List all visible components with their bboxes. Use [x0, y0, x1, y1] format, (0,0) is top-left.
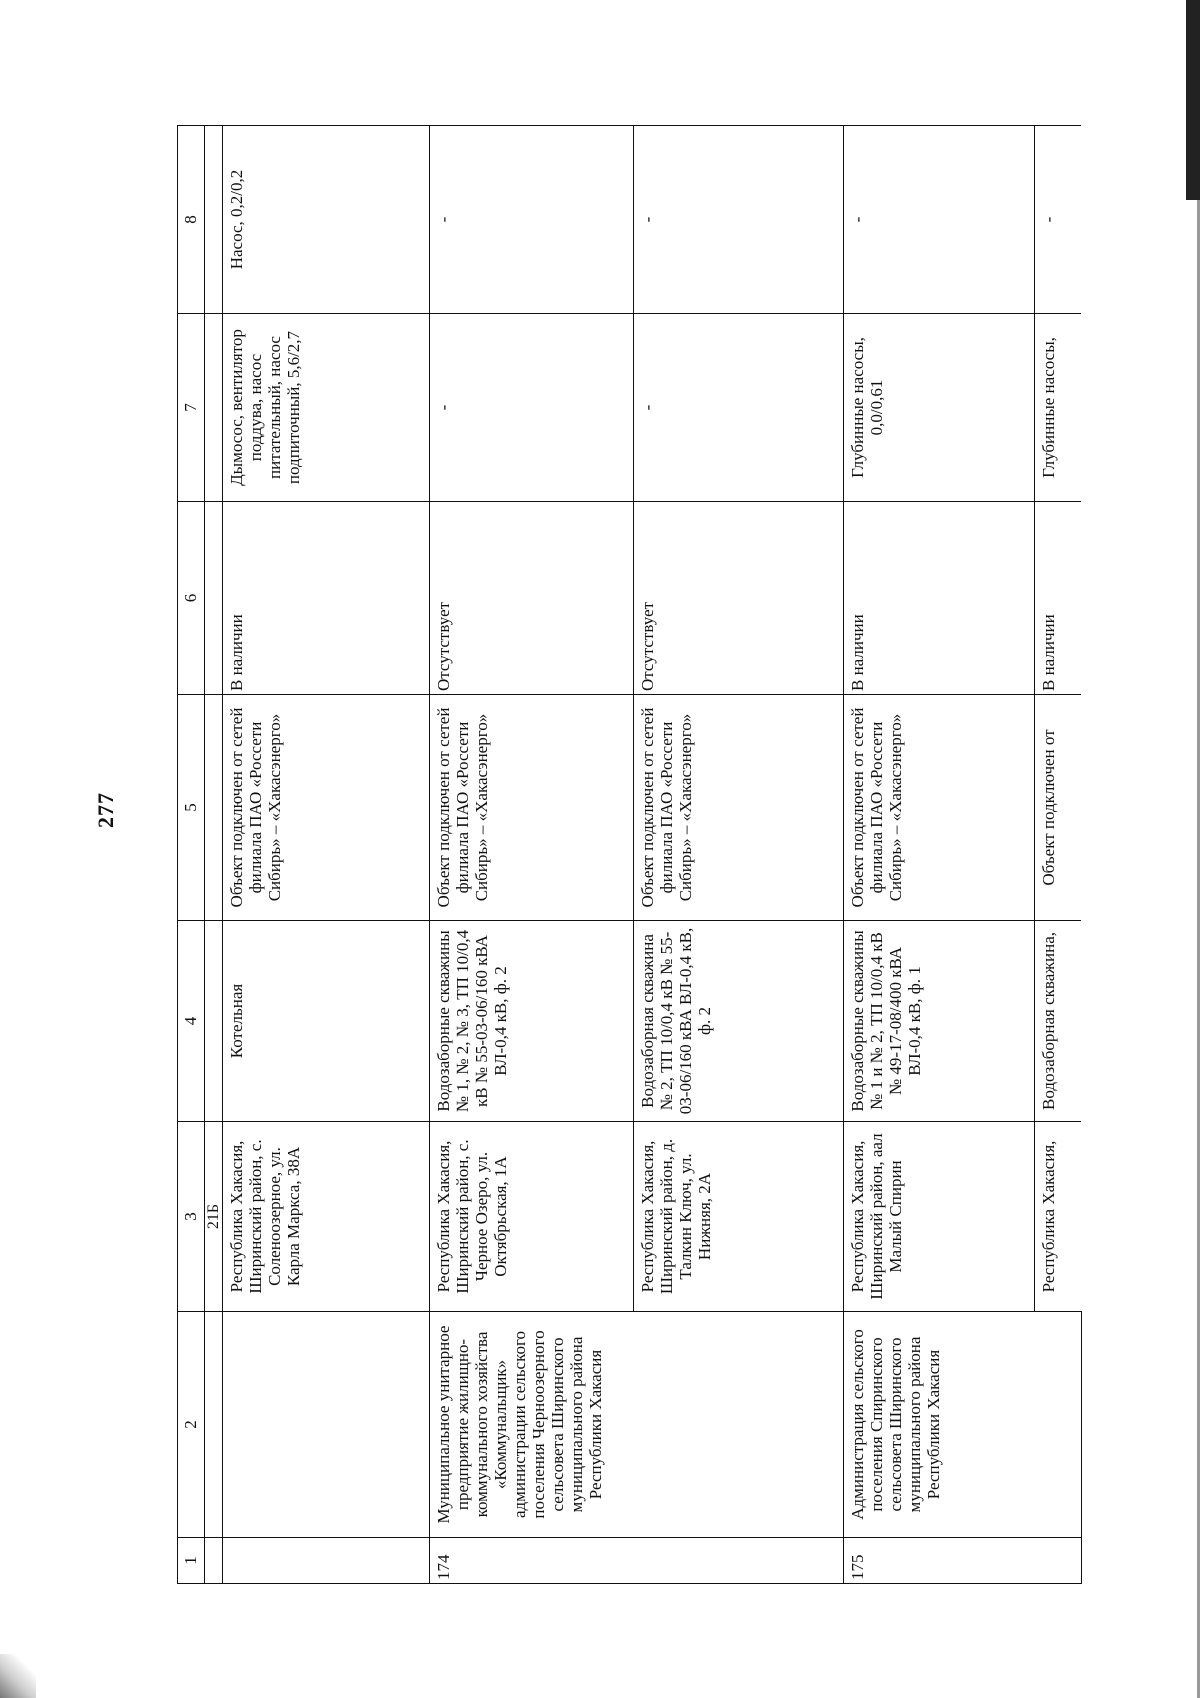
col-num-1: 1 — [178, 1538, 205, 1584]
address-cell: Республика Хакасия, Ширинский район, д. Талкин Ключ, ул. Нижняя, 2А — [634, 1122, 844, 1312]
carryover-cell-1 — [205, 1538, 223, 1584]
table-row — [223, 126, 430, 1584]
equipment-cell: Глубинные насосы, — [1035, 314, 1082, 502]
table-row — [430, 126, 634, 1584]
organization-cell — [223, 1312, 430, 1538]
column-number-row — [178, 126, 205, 1584]
equipment-cell: Глубинные насосы, 0,0/0,61 — [844, 314, 1035, 502]
equipment-cell: Дымосос, вентилятор поддува, насос питательный, насос подпиточный, 5,6/2,7 — [223, 314, 430, 502]
connection-cell: Объект подключен от сетей филиала ПАО «Россети Сибирь» – «Хакасэнерго» — [430, 695, 634, 921]
address-cell: Республика Хакасия, — [1035, 1122, 1082, 1312]
carryover-row — [205, 126, 223, 1584]
reserve-cell: Отсутствует — [430, 502, 634, 695]
row-number — [223, 1538, 430, 1584]
equipment-cell: - — [430, 314, 634, 502]
carryover-address: 21Б — [205, 1122, 223, 1312]
organization-cell: Администрация сельского поселения Спиринского сельсовета Ширинского муниципального района Республики Хакасия — [844, 1312, 1082, 1538]
col-num-6: 6 — [178, 502, 205, 695]
address-cell: Республика Хакасия, Ширинский район, аал Малый Спирин — [844, 1122, 1035, 1312]
equipment-cell: - — [634, 314, 844, 502]
col8-cell: Насос, 0,2/0,2 — [223, 126, 430, 314]
col-num-3: 3 — [178, 1122, 205, 1312]
carryover-cell-8 — [205, 126, 223, 314]
carryover-cell-5 — [205, 695, 223, 921]
data-table — [177, 125, 1082, 1584]
carryover-cell-6 — [205, 502, 223, 695]
col-num-2: 2 — [178, 1312, 205, 1538]
col-num-5: 5 — [178, 695, 205, 921]
col-num-4: 4 — [178, 921, 205, 1122]
col8-cell: - — [430, 126, 634, 314]
reserve-cell: Отсутствует — [634, 502, 844, 695]
scan-corner-shadow — [0, 1654, 36, 1698]
table-row — [844, 126, 1035, 1584]
col8-cell: - — [634, 126, 844, 314]
address-cell: Республика Хакасия, Ширинский район, с. Черное Озеро, ул. Октябрьская, 1А — [430, 1122, 634, 1312]
object-cell: Водозаборные скважины № 1, № 2, № 3, ТП 10/0,4 кВ № 55-03-06/160 кВА ВЛ-0,4 кВ, ф. 2 — [430, 921, 634, 1122]
col-num-7: 7 — [178, 314, 205, 502]
reserve-cell: В наличии — [1035, 502, 1082, 695]
row-number: 174 — [430, 1538, 844, 1584]
col8-cell: - — [1035, 126, 1082, 314]
reserve-cell: В наличии — [844, 502, 1035, 695]
reserve-cell: В наличии — [223, 502, 430, 695]
object-cell: Водозаборная скважина № 2, ТП 10/0,4 кВ № 55-03-06/160 кВА ВЛ-0,4 кВ, ф. 2 — [634, 921, 844, 1122]
organization-cell: Муниципальное унитарное предприятие жилищно-коммунального хозяйства «Коммунальщик» администрации сельского поселения Черноозерного сельсовета Ширинского муниципального района Республики Хакасия — [430, 1312, 844, 1538]
carryover-cell-4 — [205, 921, 223, 1122]
connection-cell: Объект подключен от сетей филиала ПАО «Россети Сибирь» – «Хакасэнерго» — [223, 695, 430, 921]
page-number: 277 — [93, 792, 118, 828]
col-num-8: 8 — [178, 126, 205, 314]
scan-edge-shadow — [1186, 0, 1200, 200]
address-cell: Республика Хакасия, Ширинский район, с. Соленоозерное, ул. Карла Маркса, 38А — [223, 1122, 430, 1312]
col8-cell: - — [844, 126, 1035, 314]
object-cell: Водозаборная скважина, — [1035, 921, 1082, 1122]
carryover-cell-2 — [205, 1312, 223, 1538]
carryover-cell-7 — [205, 314, 223, 502]
connection-cell: Объект подключен от сетей филиала ПАО «Россети Сибирь» – «Хакасэнерго» — [634, 695, 844, 921]
object-cell: Водозаборные скважины № 1 и № 2, ТП 10/0,4 кВ № 49-17-08/400 кВА ВЛ-0,4 кВ, ф. 1 — [844, 921, 1035, 1122]
row-number: 175 — [844, 1538, 1082, 1584]
object-cell: Котельная — [223, 921, 430, 1122]
connection-cell: Объект подключен от — [1035, 695, 1082, 921]
connection-cell: Объект подключен от сетей филиала ПАО «Россети Сибирь» – «Хакасэнерго» — [844, 695, 1035, 921]
rotated-table-container — [177, 126, 1106, 1584]
